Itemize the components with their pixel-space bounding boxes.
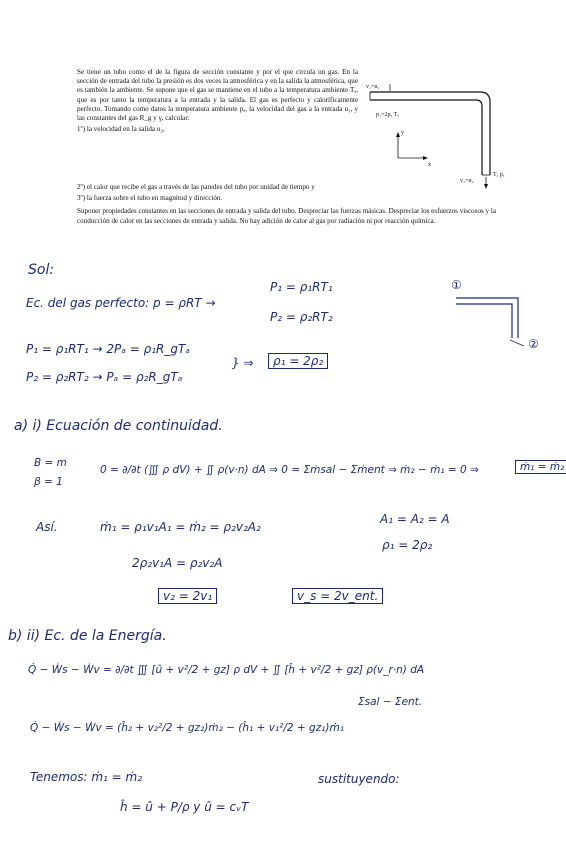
note-section-1: ① [451, 278, 462, 292]
problem-statement [77, 68, 358, 134]
note-enthalpy: ĥ = û + P/ρ y û = cᵥT [120, 800, 249, 814]
note-velocity-result: v₂ = 2v₁ [158, 588, 217, 604]
note-rho-rel: ρ₁ = 2ρ₂ [382, 538, 433, 552]
figure-outlet-label: v₂=u₂ [460, 178, 474, 184]
problem-intro: Se tiene un tubo como el de la figura de sección constante y por el que circula un gas. En la sección de entrada del tubo la presión es dos veces la atmosférica y en la salida la atmosférica, que es también la ambiente. Se supone que el gas se mantiene en el tubo a la temperatura ambiente Tₐ, que es por tanto la temperatura a la entrada y la salida. El gas es perfecto y caloríficamente perfecto. Tomando como datos la temperatura ambiente pₐ, la velocidad del gas a la entrada u₁, y las constantes del gas R_g y γ, calcular: [77, 68, 358, 123]
note-mass-result: ṁ₁ = ṁ₂ [515, 460, 566, 474]
problem-assumptions: Suponer propiedades constantes en las secciones de entrada y salida del tubo. Despreciar las fuerzas másicas. Despreciar los esfuerzos viscosos y la conducción de calor en las secciones de entrada y salida. No hay adición de calor al gas por radiación ni por reacción química. [77, 207, 496, 225]
note-implies: } ⇒ [232, 356, 254, 370]
pipe-figure [360, 80, 505, 190]
note-gas-law: Ec. del gas perfecto: p = ρRT → [26, 296, 216, 310]
note-p1: P₁ = ρ₁RT₁ [270, 280, 333, 294]
note-tenemos: Tenemos: ṁ₁ = ṁ₂ [30, 770, 143, 784]
note-energy-sub: Σsal − Σent. [358, 696, 423, 708]
note-mass-flow: ṁ₁ = ρ₁v₁A₁ = ṁ₂ = ρ₂v₂A₂ [100, 520, 261, 534]
note-section-2: ② [528, 337, 539, 351]
note-areas: A₁ = A₂ = A [380, 512, 450, 526]
note-continuity: 0 = ∂/∂t (∭ ρ dV) + ∬ ρ(v·n) dA ⇒ 0 = Σṁsal − Σṁent ⇒ ṁ₂ − ṁ₁ = 0 ⇒ [100, 464, 479, 476]
figure-pressure-label: p₁=2pₐ Tₐ [376, 112, 399, 118]
note-b-eq: B = m [34, 457, 67, 469]
problem-item-2: 2º) el calor que recibe el gas a través de las paredes del tubo por unidad de tiempo y [77, 183, 315, 191]
note-energy-2: Q̇ − Ẇs − Ẇv = (ĥ₂ + v₂²/2 + gz₂)ṁ₂ − (ĥ₁ + v₁²/2 + gz₁)ṁ₁ [30, 722, 344, 734]
note-section-a: a) i) Ecuación de continuidad. [14, 418, 223, 434]
note-sustituyendo: sustituyendo: [318, 772, 400, 786]
note-velocity-eq: 2ρ₂v₁A = ρ₂v₂A [132, 556, 223, 570]
note-energy-1: Q̇ − Ẇs − Ẇv = ∂/∂t ∭ [û + v²/2 + gz] ρ dV + ∬ [ĥ + v²/2 + gz] ρ(v_r·n) dA [28, 664, 425, 676]
note-line-2: P₂ = ρ₂RT₂ → Pₐ = ρ₂R_gTₐ [26, 370, 183, 384]
note-beta-eq: β = 1 [34, 476, 63, 488]
note-asi: Así. [36, 520, 58, 534]
note-sol: Sol: [28, 262, 55, 278]
pipe-drawing [360, 80, 500, 190]
note-p2: P₂ = ρ₂RT₂ [270, 310, 333, 324]
problem-item-1: 1º) la velocidad en la salida u₂, [77, 125, 165, 134]
note-section-b: b) ii) Ec. de la Energía. [8, 628, 167, 644]
note-density-result: ρ₁ = 2ρ₂ [268, 353, 328, 369]
problem-item-3: 3º) la fuerza sobre el tubo en magnitud y dirección. [77, 194, 223, 203]
note-velocity-result-2: v_s = 2v_ent. [292, 588, 383, 604]
figure-axis-y: y [401, 130, 404, 136]
note-line-1: P₁ = ρ₁RT₁ → 2Pₐ = ρ₁R_gTₐ [26, 342, 190, 356]
figure-axis-x: x [428, 162, 431, 168]
figure-outlet-state: Tₐ pₐ [493, 172, 505, 178]
figure-inlet-label: v₁=u₁ [366, 84, 380, 90]
